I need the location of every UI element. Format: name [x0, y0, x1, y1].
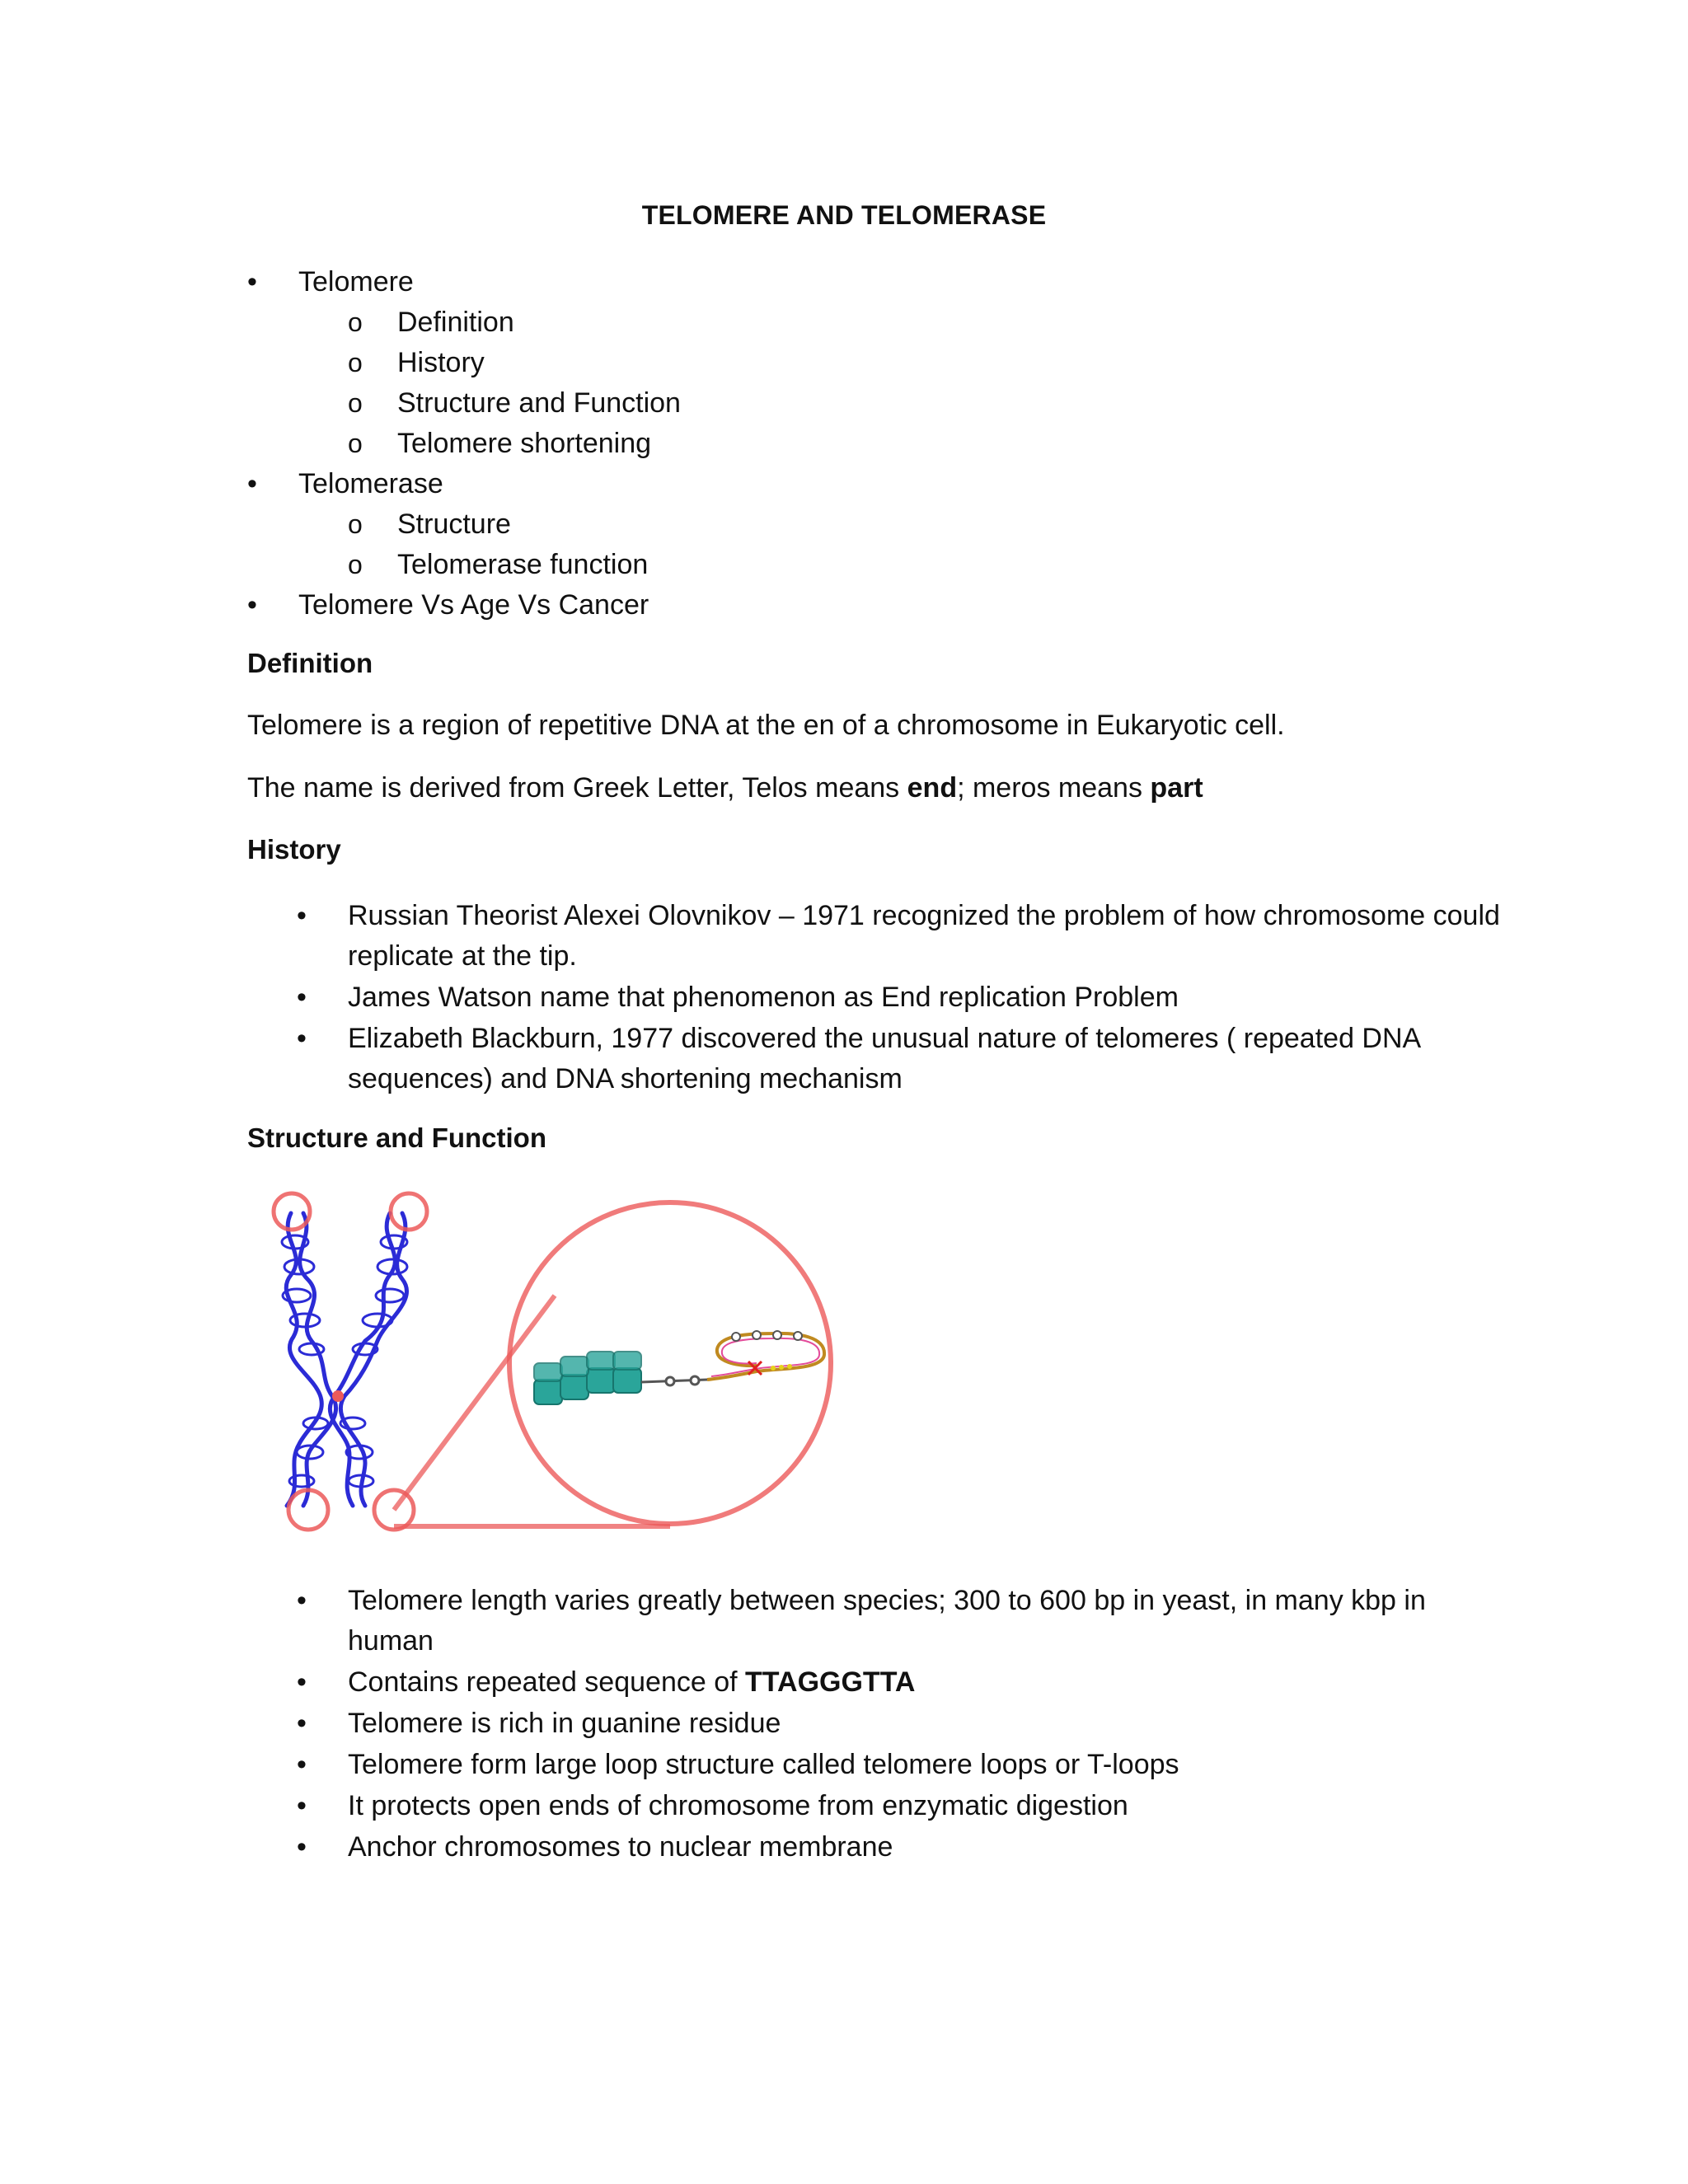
structure-item-text: Anchor chromosomes to nuclear membrane — [348, 1831, 893, 1863]
repeat-sequence: TTAGGGTTA — [745, 1666, 916, 1698]
history-item — [297, 977, 1517, 1018]
toc-subitem — [298, 383, 681, 424]
structure-item-text: Contains repeated sequence of — [348, 1666, 746, 1698]
bullet-icon: • — [297, 1708, 307, 1739]
definition-paragraph: Telomere is a region of repetitive DNA at the en of a chromosome in Eukaryotic cell. — [247, 710, 1285, 741]
toc-subitem — [298, 504, 681, 545]
bullet-icon: • — [297, 1831, 307, 1863]
bullet-icon: • — [297, 982, 307, 1013]
structure-item-text: Telomere form large loop structure called telomere loops or T-loops — [348, 1749, 1179, 1780]
structure-item — [297, 1827, 1517, 1868]
toc-subitem-label: Definition — [397, 307, 514, 338]
bullet-icon: • — [297, 1666, 307, 1698]
structure-item — [297, 1704, 1517, 1744]
bullet-icon: • — [247, 266, 257, 298]
etymology-part: part — [1150, 772, 1203, 804]
history-item-text: Russian Theorist Alexei Olovnikov – 1971 recognized the problem of how chromosome could replicate at the tip. — [348, 900, 1500, 972]
structure-item — [297, 1786, 1517, 1826]
sub-bullet-icon: o — [348, 388, 363, 418]
bullet-icon: • — [247, 468, 257, 499]
structure-list — [297, 1581, 1517, 1868]
etymology-text: The name is derived from Greek Letter, Telos means — [247, 772, 907, 804]
toc-item-label: Telomere — [298, 266, 414, 298]
toc-item-label: Telomerase — [298, 468, 443, 499]
sub-bullet-icon: o — [348, 429, 363, 458]
structure-item-text: It protects open ends of chromosome from enzymatic digestion — [348, 1790, 1128, 1821]
toc-subitem — [298, 545, 681, 585]
bullet-icon: • — [297, 1023, 307, 1054]
toc-sublist — [298, 302, 681, 464]
toc-subitem-label: Telomerase function — [397, 549, 649, 580]
structure-item — [297, 1745, 1517, 1785]
history-item-text: James Watson name that phenomenon as End replication Problem — [348, 982, 1179, 1013]
structure-item-text: Telomere length varies greatly between species; 300 to 600 bp in yeast, in many kbp in human — [348, 1585, 1426, 1657]
toc-item-label: Telomere Vs Age Vs Cancer — [298, 589, 649, 621]
toc-item — [247, 585, 681, 626]
etymology-end: end — [907, 772, 958, 804]
history-item — [297, 1019, 1517, 1099]
bullet-icon: • — [297, 1585, 307, 1616]
structure-heading: Structure and Function — [247, 1122, 546, 1153]
toc-list — [247, 262, 681, 626]
etymology-text: ; meros means — [957, 772, 1151, 804]
definition-heading: Definition — [247, 648, 373, 678]
etymology-paragraph — [247, 772, 1533, 804]
toc-subitem-label: History — [397, 347, 485, 378]
sub-bullet-icon: o — [348, 509, 363, 539]
bullet-icon: • — [247, 589, 257, 621]
history-item-text: Elizabeth Blackburn, 1977 discovered the unusual nature of telomeres ( repeated DNA sequences) and DNA shortening mechanism — [348, 1023, 1420, 1094]
toc-sublist — [298, 504, 681, 585]
bullet-icon: • — [297, 900, 307, 931]
history-item — [297, 896, 1517, 977]
toc-subitem-label: Telomere shortening — [397, 428, 652, 459]
page-title: TELOMERE AND TELOMERASE — [641, 200, 1047, 230]
toc-subitem — [298, 343, 681, 383]
structure-item-text: Telomere is rich in guanine residue — [348, 1708, 781, 1739]
structure-item — [297, 1581, 1517, 1661]
bullet-icon: • — [297, 1790, 307, 1821]
toc-subitem-label: Structure and Function — [397, 387, 681, 419]
chromosome-telomere-figure — [262, 1180, 856, 1543]
sub-bullet-icon: o — [348, 550, 363, 579]
history-heading: History — [247, 834, 341, 865]
centromere-marker — [332, 1390, 344, 1402]
toc-item — [247, 464, 681, 585]
chromosome-telomere-diagram-icon — [262, 1180, 856, 1543]
bullet-icon: • — [297, 1749, 307, 1780]
toc-subitem — [298, 424, 681, 464]
toc-subitem-label: Structure — [397, 509, 511, 540]
toc-subitem — [298, 302, 681, 343]
sub-bullet-icon: o — [348, 307, 363, 337]
sub-bullet-icon: o — [348, 348, 363, 377]
toc-item — [247, 262, 681, 464]
history-list — [297, 896, 1517, 1100]
structure-item — [297, 1662, 1517, 1703]
